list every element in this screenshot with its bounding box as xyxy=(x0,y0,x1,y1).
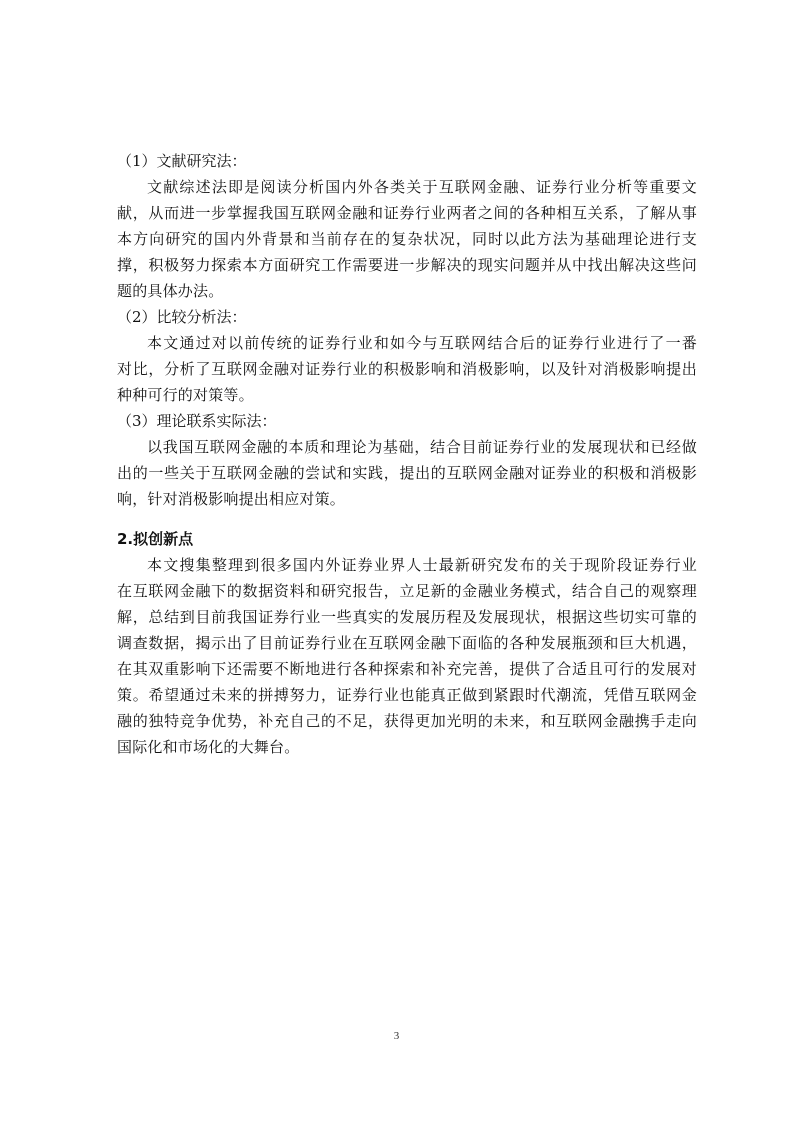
literature-paragraph xyxy=(117,174,697,304)
innovation-section-title: 2.拟创新点 xyxy=(117,530,194,548)
comparison-paragraph xyxy=(117,330,697,408)
paragraph-line: 策。希望通过未来的拼搏努力，证券行业也能真正做到紧跟时代潮流，凭借互联网金 xyxy=(117,686,697,704)
page-content xyxy=(117,148,697,760)
paragraph-line: 文献综述法即是阅读分析国内外各类关于互联网金融、证券行业分析等重要文 xyxy=(147,178,697,196)
paragraph-line: 国际化和市场化的大舞台。 xyxy=(117,738,300,756)
paragraph-line: 本文通过对以前传统的证券行业和如今与互联网结合后的证券行业进行了一番 xyxy=(147,334,697,352)
method-heading-comparison: （2）比较分析法： xyxy=(117,308,247,326)
paragraph-line: 本方向研究的国内外背景和当前存在的复杂状况，同时以此方法为基础理论进行支 xyxy=(117,230,697,248)
method-heading-theory-practice: （3）理论联系实际法： xyxy=(117,412,277,430)
paragraph-line: 以我国互联网金融的本质和理论为基础，结合目前证券行业的发展现状和已经做 xyxy=(147,438,697,456)
paragraph-line: 解，总结到目前我国证券行业一些真实的发展历程及发展现状，根据这些切实可靠的 xyxy=(117,608,697,626)
paragraph-line: 调查数据，揭示出了目前证券行业在互联网金融下面临的各种发展瓶颈和巨大机遇， xyxy=(117,634,697,652)
paragraph-line: 本文搜集整理到很多国内外证券业界人士最新研究发布的关于现阶段证券行业 xyxy=(147,556,697,574)
method-heading-literature: （1）文献研究法： xyxy=(117,152,247,170)
paragraph-line: 种种可行的对策等。 xyxy=(117,386,254,404)
paragraph-line: 撑，积极努力探索本方面研究工作需要进一步解决的现实问题并从中找出解决这些问 xyxy=(117,256,697,274)
paragraph-line: 响，针对消极影响提出相应对策。 xyxy=(117,490,346,508)
paragraph-line: 出的一些关于互联网金融的尝试和实践，提出的互联网金融对证券业的积极和消极影 xyxy=(117,464,697,482)
paragraph-line: 在其双重影响下还需要不断地进行各种探索和补充完善，提供了合适且可行的发展对 xyxy=(117,660,697,678)
paragraph-line: 献，从而进一步掌握我国互联网金融和证券行业两者之间的各种相互关系，了解从事 xyxy=(117,204,697,222)
innovation-paragraph xyxy=(117,552,697,760)
page-number: 3 xyxy=(393,1030,400,1042)
paragraph-line: 融的独特竞争优势，补充自己的不足，获得更加光明的未来，和互联网金融携手走向 xyxy=(117,712,697,730)
theory-practice-paragraph xyxy=(117,434,697,512)
paragraph-line: 对比，分析了互联网金融对证券行业的积极影响和消极影响，以及针对消极影响提出 xyxy=(117,360,697,378)
paragraph-line: 题的具体办法。 xyxy=(117,282,224,300)
paragraph-line: 在互联网金融下的数据资料和研究报告，立足新的金融业务模式，结合自己的观察理 xyxy=(117,582,697,600)
